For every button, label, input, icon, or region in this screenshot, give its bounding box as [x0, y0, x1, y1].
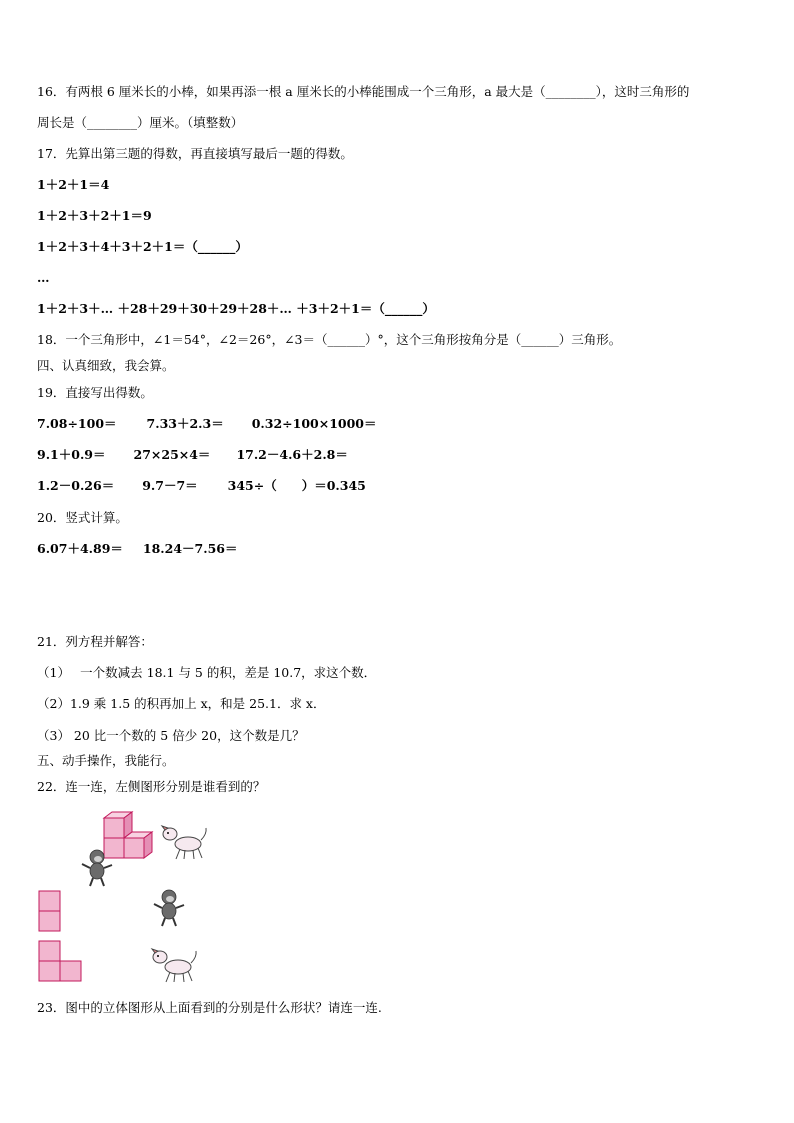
- q19-title: 19．直接写出得数。: [37, 385, 153, 400]
- q19-row2: [37, 447, 348, 463]
- q18-text: 18．一个三角形中，∠1＝54°，∠2＝26°，∠3＝（______）°，这个三角形按角分是（______）三角形。: [37, 332, 622, 347]
- q17-eq4: 1＋2＋3＋… ＋28＋29＋30＋29＋28＋… ＋3＋2＋1＝（______）: [37, 301, 435, 316]
- q17-eq2: 1＋2＋3＋2＋1＝9: [37, 208, 152, 223]
- monkey-icon: [80, 848, 116, 888]
- side-view-shape: [38, 940, 84, 984]
- q19-r3c2: 9.7－7＝: [142, 478, 198, 493]
- q19-r1c3: 0.32÷100×1000＝: [251, 416, 377, 431]
- dog-icon-option[interactable]: [150, 945, 200, 985]
- q20-c2: 18.24－7.56＝: [142, 541, 238, 556]
- q21-p3: （3） 20 比一个数的 5 倍少 20，这个数是几？: [37, 728, 305, 743]
- q20-title: 20．竖式计算。: [37, 510, 128, 525]
- monkey-icon-option[interactable]: [152, 888, 188, 928]
- q17-eq1: 1＋2＋1＝4: [37, 177, 110, 192]
- q19-r1c2: 7.33＋2.3＝: [146, 416, 224, 431]
- q19-r2c1: 9.1＋0.9＝: [37, 447, 106, 462]
- q21-p1: （1） 一个数减去 18.1 与 5 的积，差是 10.7，求这个数．: [37, 665, 377, 680]
- q19-r2c2: 27×25×4＝: [133, 447, 211, 462]
- q17-eq3: 1＋2＋3＋4＋3＋2＋1＝（______）: [37, 239, 248, 254]
- q19-r1c1: 7.08÷100＝: [37, 416, 117, 431]
- q20-c1: 6.07＋4.89＝: [37, 541, 123, 556]
- section5-title: 五、动手操作，我能行。: [37, 753, 175, 768]
- dog-icon: [160, 822, 210, 862]
- q19-r2c3: 17.2－4.6＋2.8＝: [236, 447, 348, 462]
- q17-dots: …: [37, 270, 50, 285]
- q19-r3c1: 1.2－0.26＝: [37, 478, 115, 493]
- q21-p2: （2）1.9 乘 1.5 的积再加上 x，和是 25.1．求 x．: [37, 696, 326, 711]
- q21-title: 21．列方程并解答：: [37, 634, 153, 649]
- q23-title: 23．图中的立体图形从上面看到的分别是什么形状？请连一连.: [37, 1000, 382, 1015]
- q19-row1: [37, 416, 377, 432]
- q17-title: 17．先算出第三题的得数，再直接填写最后一题的得数。: [37, 146, 353, 161]
- q19-r3c3: 345÷（ ）＝0.345: [227, 478, 366, 493]
- q19-row3: [37, 478, 366, 494]
- front-view-shape: [38, 890, 62, 934]
- section4-title: 四、认真细致，我会算。: [37, 358, 175, 373]
- q22-title: 22．连一连，左侧图形分别是谁看到的？: [37, 779, 266, 794]
- q20-row: [37, 541, 237, 557]
- q16-line1: 16．有两根 6 厘米长的小棒，如果再添一根 a 厘米长的小棒能围成一个三角形，a 最大是（________），这时三角形的: [37, 84, 690, 99]
- q16-line2: 周长是（________）厘米。（填整数）: [37, 115, 244, 130]
